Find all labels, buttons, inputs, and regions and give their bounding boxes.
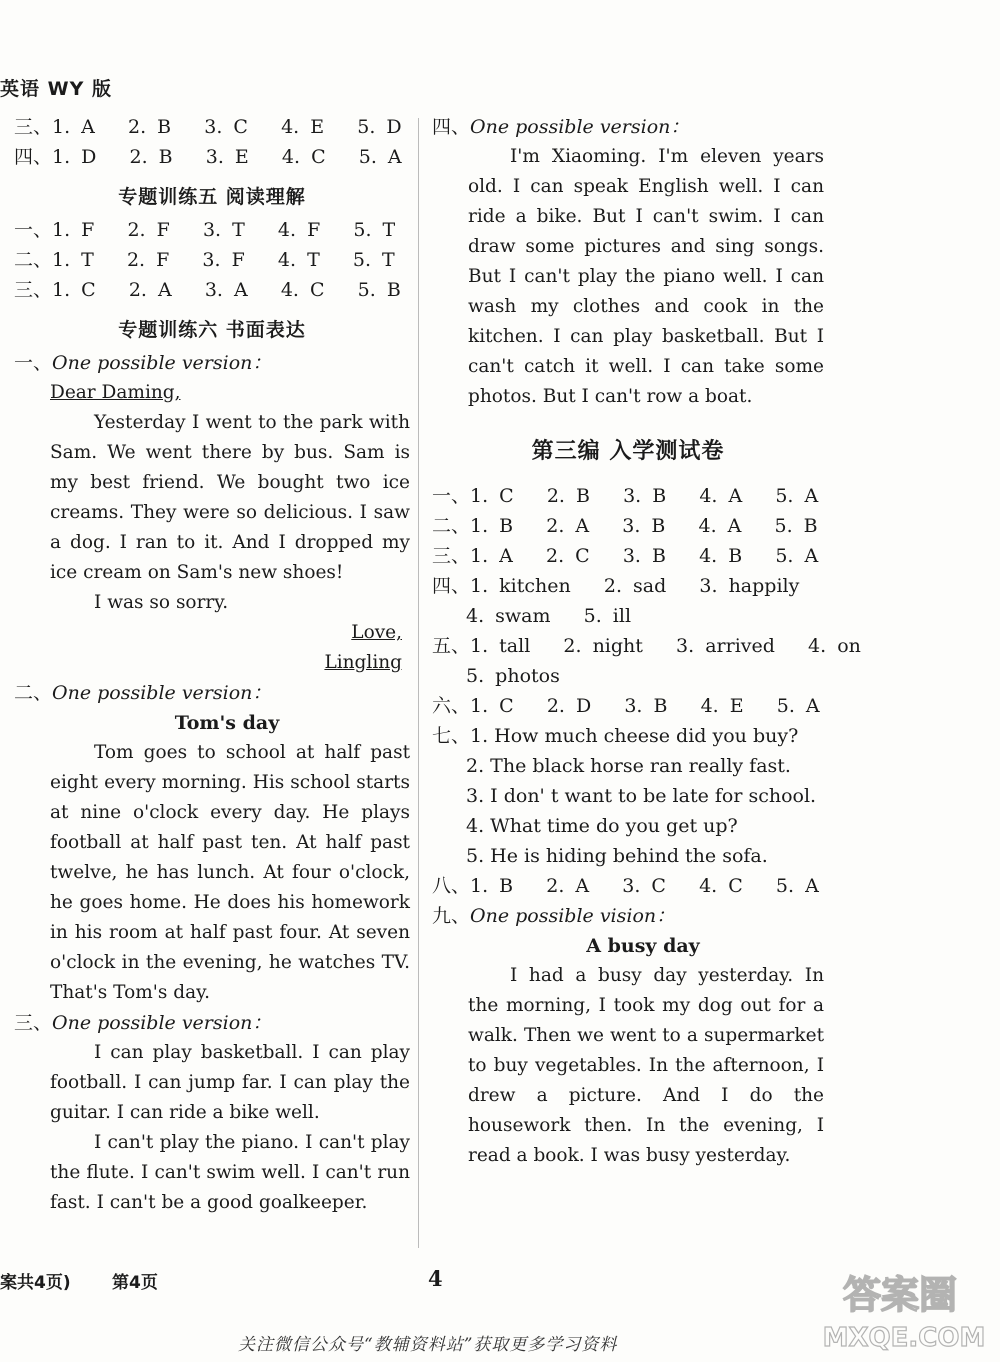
answer-line: 五、1. tall 2. night 3. arrived 4. on bbox=[432, 635, 861, 657]
essay-title: Tom's day bbox=[174, 712, 280, 734]
answer-line: 三、1. A 2. C 3. B 4. B 5. A bbox=[432, 545, 819, 567]
version-label: One possible version： bbox=[470, 116, 690, 138]
version-label: One possible vision： bbox=[470, 905, 676, 927]
version-label: One possible version： bbox=[52, 1012, 272, 1034]
item-number: 四、 bbox=[432, 116, 471, 138]
answer-line: 三、1. C 2. A 3. A 4. C 5. B bbox=[14, 279, 401, 301]
signature-text: Lingling bbox=[324, 652, 402, 673]
salutation-text: Dear Daming, bbox=[50, 382, 181, 403]
answer-line: 七、1. How much cheese did you buy? bbox=[432, 725, 799, 747]
letter-closing bbox=[14, 618, 410, 648]
footer-page-label: 第4页 bbox=[112, 1273, 158, 1293]
paragraph: I can't play the piano. I can't play the flute. I can't swim well. I can't run fast. I can't be a good goalkeeper. bbox=[50, 1132, 410, 1213]
paragraph: I was so sorry. bbox=[94, 592, 229, 613]
version-label: One possible version： bbox=[52, 682, 272, 704]
answer-line: 5. He is hiding behind the sofa. bbox=[466, 845, 768, 867]
bottom-note: 关注微信公众号“教辅资料站”获取更多学习资料 bbox=[238, 1335, 618, 1355]
left-column bbox=[14, 112, 410, 1218]
page-number: 4 bbox=[428, 1266, 443, 1291]
essay-body bbox=[14, 1038, 410, 1218]
item-number: 一、 bbox=[14, 352, 53, 374]
essay-body bbox=[14, 408, 410, 618]
answer-line: 六、1. C 2. D 3. B 4. E 5. A bbox=[432, 695, 820, 717]
paragraph: Yesterday I went to the park with Sam. We went there by bus. Sam is my best friend. We bought two ice creams. They were so delicious. I saw a dog. I ran to it. And I dropped my ice cream on Sam's new shoes! bbox=[50, 412, 410, 583]
essay-body bbox=[14, 738, 410, 1008]
letter-salutation bbox=[14, 378, 410, 408]
version-label: One possible version： bbox=[52, 352, 272, 374]
item-number: 三、 bbox=[14, 1012, 53, 1034]
paragraph: Tom goes to school at half past eight every morning. His school starts at nine o'clock every day. He plays football at half past ten. At half past twelve, he has lunch. At four o'clock, he goes home. He does his homework in his room at half past four. At seven o'clock in the evening, he watches TV. That's Tom's day. bbox=[50, 742, 410, 1003]
answer-line: 3. I don' t want to be late for school. bbox=[466, 785, 817, 807]
section-title: 第三编 入学测试卷 bbox=[531, 439, 725, 464]
answer-line: 一、1. F 2. F 3. T 4. F 5. T bbox=[14, 219, 396, 241]
writing-label bbox=[14, 348, 410, 378]
watermark-url: MXQE.COM bbox=[822, 1323, 986, 1353]
paragraph: I had a busy day yesterday. In the morning, I took my dog out for a walk. Then we went to a supermarket to buy vegetables. In the afternoon, I drew a picture. And I do the housework then. In the evening, I read a book. I was busy yesterday. bbox=[468, 965, 824, 1166]
answer-line: 三、1. A 2. B 3. C 4. E 5. D bbox=[14, 116, 402, 138]
essay-title: A busy day bbox=[586, 935, 700, 957]
answer-line: 一、1. C 2. B 3. B 4. A 5. A bbox=[432, 485, 819, 507]
section-title: 专题训练六 书面表达 bbox=[118, 319, 306, 341]
answer-line: 4. swam 5. ill bbox=[466, 605, 632, 627]
item-number: 二、 bbox=[14, 682, 53, 704]
paragraph: I can play basketball. I can play football. I can jump far. I can play the guitar. I can ride a bike well. bbox=[50, 1042, 410, 1123]
section-title: 专题训练五 阅读理解 bbox=[118, 186, 306, 208]
writing-label bbox=[432, 901, 824, 931]
answer-line: 二、1. B 2. A 3. B 4. A 5. B bbox=[432, 515, 818, 537]
column-divider bbox=[418, 118, 419, 1248]
essay-body bbox=[432, 142, 824, 412]
watermark-text: 答案圈 bbox=[842, 1273, 958, 1317]
closing-text: Love, bbox=[351, 622, 402, 643]
answer-line: 5. photos bbox=[466, 665, 560, 687]
writing-label bbox=[432, 112, 824, 142]
footer-page-count: 案共4页) bbox=[0, 1273, 71, 1293]
item-number: 九、 bbox=[432, 905, 471, 927]
answer-line: 四、1. kitchen 2. sad 3. happily bbox=[432, 575, 800, 597]
answer-line: 八、1. B 2. A 3. C 4. C 5. A bbox=[432, 875, 819, 897]
page-header: 英语 WY 版 bbox=[0, 78, 112, 100]
right-column bbox=[432, 112, 861, 1171]
paragraph: I'm Xiaoming. I'm eleven years old. I can speak English well. I can ride a bike. But I can't swim. I can draw some pictures and sing songs. But I can't play the piano well. I can wash my clothes and cook in the kitchen. I can play basketball. But I can't catch it well. I can take some photos. But I can't row a boat. bbox=[468, 146, 824, 407]
essay-body bbox=[432, 961, 824, 1171]
answer-line: 2. The black horse ran really fast. bbox=[466, 755, 791, 777]
answer-line: 四、1. D 2. B 3. E 4. C 5. A bbox=[14, 146, 402, 168]
writing-label bbox=[14, 678, 410, 708]
letter-signature bbox=[14, 648, 410, 678]
watermark-logo bbox=[808, 1262, 1000, 1358]
writing-label bbox=[14, 1008, 410, 1038]
answer-line: 二、1. T 2. F 3. F 4. T 5. T bbox=[14, 249, 395, 271]
answer-line: 4. What time do you get up? bbox=[466, 815, 738, 837]
